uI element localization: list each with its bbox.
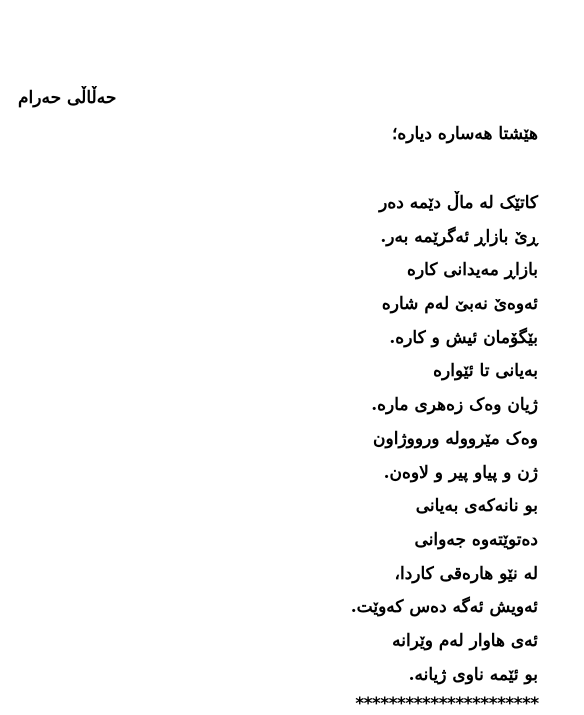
poem-line: ژن و پیاو پیر و لاوەن. — [383, 462, 538, 483]
poem-line: بو نانەکەی بەیانی — [415, 496, 538, 517]
poem-line: ئەویش ئەگە دەس کەوێت. — [350, 597, 538, 618]
poem-title: حەڵاڵی حەرام — [18, 88, 117, 108]
poem-line: دەتوێتەوە جەوانی — [414, 529, 538, 550]
separator-line: ********************** — [354, 694, 538, 714]
poem-line: بێگۆمان ئیش و کارە. — [389, 327, 538, 348]
poem-line: بەیانی تا ئێوارە — [433, 361, 538, 382]
poem-line: لە نێو هارەقی کاردا، — [394, 563, 538, 584]
poem-line: ئەی هاوار لەم وێرانە — [392, 630, 538, 651]
poem-line: ژیان وەک زەهری مارە. — [371, 395, 538, 416]
poem-line: وەک مێروولە ورووژاون — [373, 428, 538, 449]
poem-line: ئەوەێ نەبێ لەم شارە — [381, 294, 538, 315]
poem-line: بازاڕ مەیدانی کارە — [407, 260, 538, 281]
poem-line: ڕێ بازاڕ ئەگرێمە بەر. — [380, 226, 538, 247]
poem-subtitle: هێشتا هەسارە دیارە؛ — [391, 124, 538, 144]
poem-line: کاتێک لە ماڵ دێمە دەر — [379, 193, 538, 213]
poem-line: بو ئێمە ناوی ژیانە. — [408, 664, 538, 685]
poem-body — [18, 192, 538, 697]
